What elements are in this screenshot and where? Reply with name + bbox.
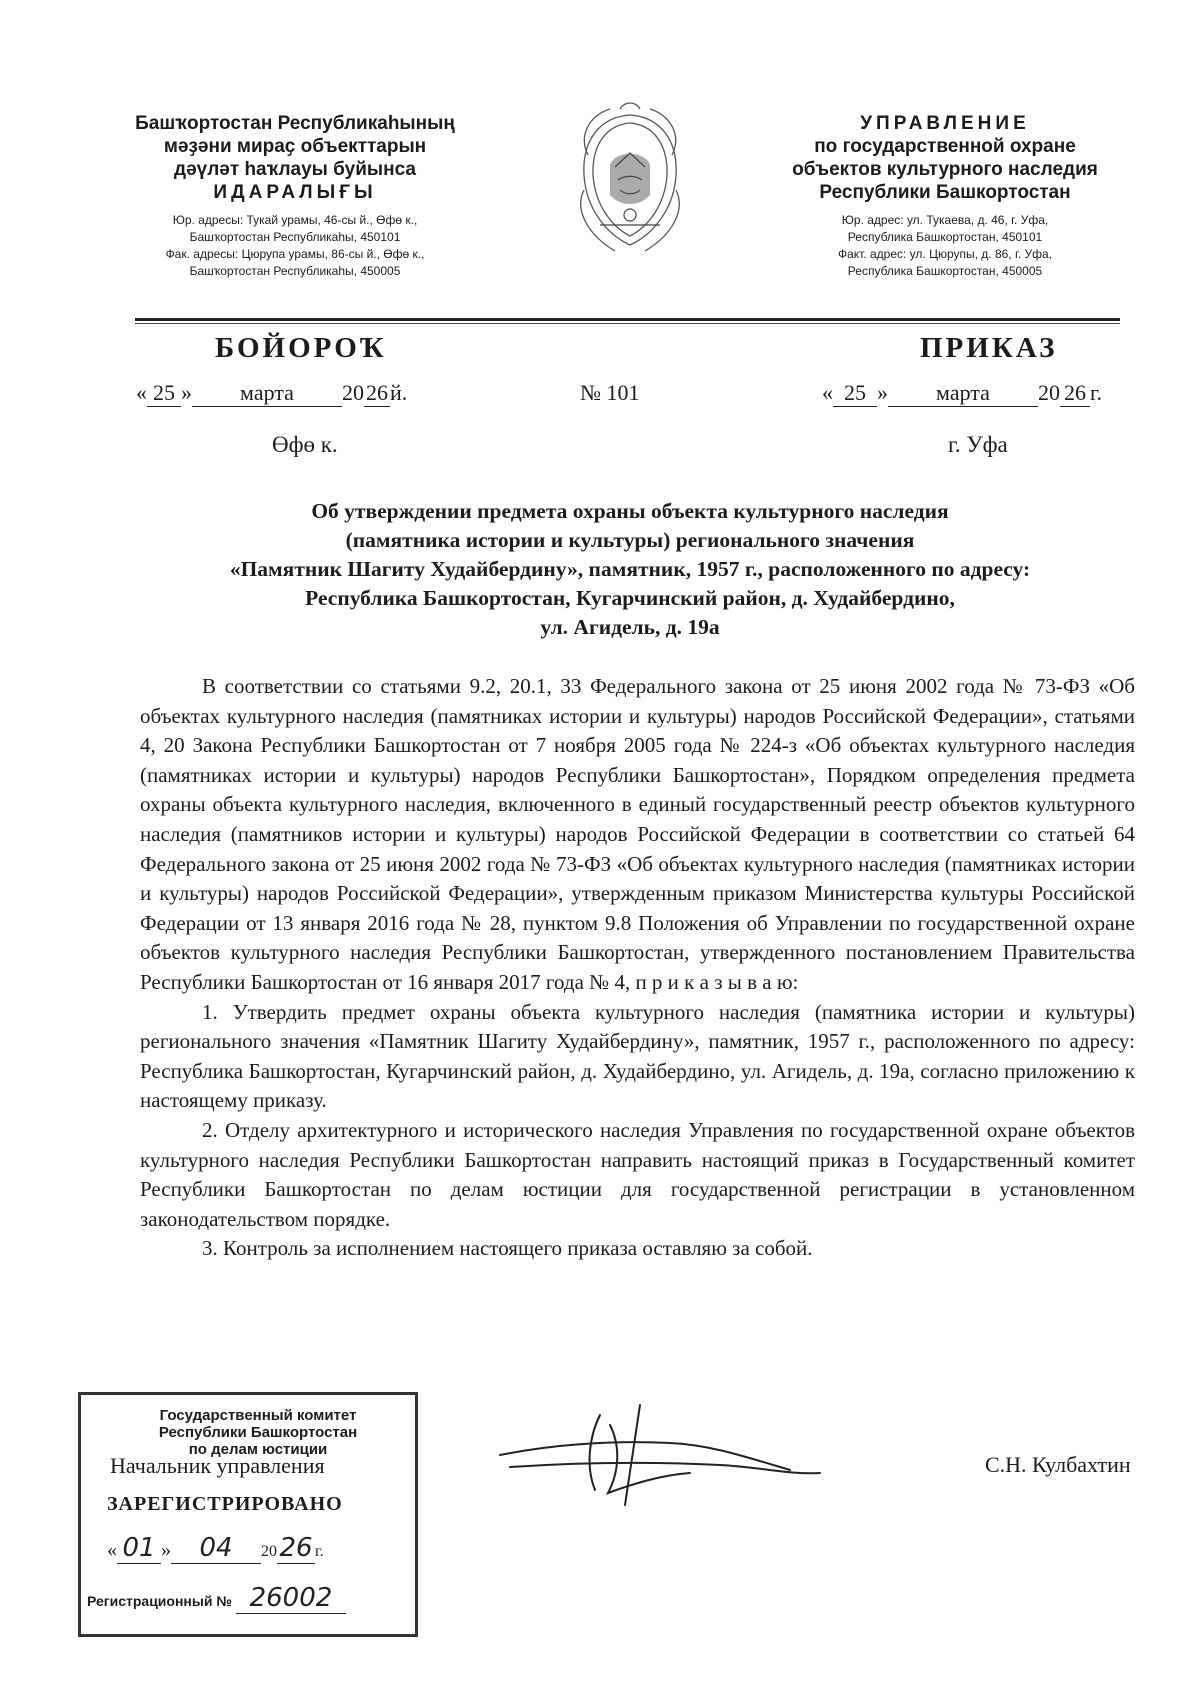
coat-of-arms-emblem-icon bbox=[570, 95, 690, 265]
header-left bbox=[110, 112, 480, 280]
signature-position: Начальник управления bbox=[110, 1453, 325, 1478]
city-right: г. Уфа bbox=[948, 432, 1008, 457]
date-left: « 25 » марта 2026й. bbox=[136, 380, 408, 405]
header-right-title: УПРАВЛЕНИЕ по государственной охране объектов культурного наследия Республики Башкортостан bbox=[792, 113, 1098, 203]
stamp-registered-label: ЗАРЕГИСТРИРОВАНО bbox=[107, 1493, 343, 1515]
registration-stamp bbox=[78, 1392, 418, 1637]
order-body bbox=[140, 672, 1135, 1264]
handwritten-signature-icon bbox=[490, 1395, 830, 1515]
header-divider-thin bbox=[135, 323, 1120, 324]
stamp-date: « 01 » 04 2026 г. bbox=[107, 1533, 324, 1563]
header-divider bbox=[135, 318, 1120, 321]
header-left-address: Юр. адресы: Тукай урамы, 46-сы й., Өфө к., Башҡортостан Республикаһы, 450101 Фак. адресы: Цюрупа урамы, 86-сы й., Өфө к., Башҡортостан Республикаһы, 450005 bbox=[165, 213, 425, 278]
header-left-title: Башҡортостан Республикаһының мәҙәни мираҫ объекттарын дәүләт һаҡлауы буйынса ИДАРАЛЫҒЫ bbox=[135, 113, 455, 203]
item-1-paragraph: 1. Утвердить предмет охраны объекта культурного наследия (памятника истории и культуры) регионального значения «Памятник Шагиту Худайбердину», памятник, 1957 г., расположенного по адресу: Республика Башкортостан, Кугарчинский район, д. Худайбердино, ул. Агидель, д. 19а, согласно приложению к настоящему приказу. bbox=[140, 999, 1135, 1113]
doc-type-bashkir: БОЙОРОҠ bbox=[215, 332, 387, 364]
item-3-paragraph: 3. Контроль за исполнением настоящего приказа оставляю за собой. bbox=[202, 1236, 813, 1261]
header-right bbox=[760, 112, 1130, 280]
preamble-paragraph: В соответствии со статьями 9.2, 20.1, 33 Федерального закона от 25 июня 2002 года № 73-ФЗ «Об объектах культурного наследия (памятниках истории и культуры) народов Российской Федерации», статьями 4, 20 Закона Республики Башкортостан от 7 ноября 2005 года № 224-з «Об объектах культурного наследия (памятниках истории и культуры) народов Республики Башкортостан», Порядком определения предмета охраны объекта культурного наследия, включенного в единый государственный реестр объектов культурного наследия (памятников истории и культуры) народов Российской Федерации в соответствии со статьей 64 Федерального закона от 25 июня 2002 года № 73-ФЗ «Об объектах культурного наследия (памятниках истории и культуры) народов Российской Федерации», утвержденным приказом Министерства культуры Российской Федерации от 13 января 2016 года № 28, пунктом 9.8 Положения об Управлении по государственной охране объектов культурного наследия Республики Башкортостан, утвержденного постановлением Правительства Республики Башкортостан от 16 января 2017 года № 4, п р и к а з ы в а ю: bbox=[140, 674, 1135, 994]
doc-type-russian: ПРИКАЗ bbox=[920, 332, 1058, 364]
city-left: Өфө к. bbox=[272, 432, 338, 457]
header-right-address: Юр. адрес: ул. Тукаева, д. 46, г. Уфа, Республика Башкортостан, 450101 Факт. адрес: ул. Цюрупы, д. 86, г. Уфа, Республика Башкортостан, 450005 bbox=[837, 213, 1053, 278]
stamp-reg-number: Регистрационный № 26002 bbox=[87, 1583, 346, 1614]
order-number: № 101 bbox=[580, 380, 640, 405]
item-2-paragraph: 2. Отделу архитектурного и исторического наследия Управления по государственной охране объектов культурного наследия Республики Башкортостан направить настоящий приказ в Государственный комитет Республики Башкортостан по делам юстиции для государственной регистрации в установленном законодательством порядке. bbox=[140, 1117, 1135, 1231]
signer-name: С.Н. Кулбахтин bbox=[985, 1452, 1131, 1477]
stamp-organization: Государственный комитет Республики Башкортостан по делам юстиции bbox=[158, 1407, 358, 1458]
order-title: Об утверждении предмета охраны объекта культурного наследия (памятника истории и культуры) регионального значения «Памятник Шагиту Худайбердину», памятник, 1957 г., расположенного по адресу: Республика Башкортостан, Кугарчинский район, д. Худайбердино, ул. Агидель, д. 19а bbox=[229, 499, 1031, 639]
date-right: « 25 » марта 20 26 г. bbox=[822, 380, 1103, 405]
